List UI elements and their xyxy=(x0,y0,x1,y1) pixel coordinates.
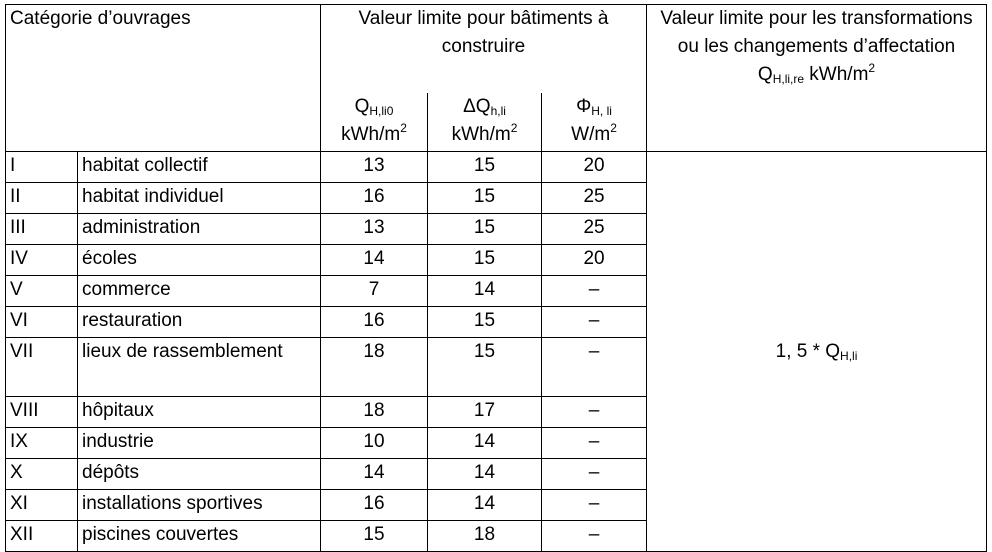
q-value: 14 xyxy=(321,459,428,490)
col-dq-sub: h,li xyxy=(490,104,506,118)
phi-value: – xyxy=(542,307,647,338)
col-phi-sub: H, li xyxy=(591,104,612,118)
renovation-header-symbol: Q xyxy=(757,64,773,85)
q-value: 18 xyxy=(321,397,428,428)
new-build-header-label: Valeur limite pour bâtiments à construire xyxy=(358,8,609,57)
col-dq-symbol: ΔQ xyxy=(463,96,491,117)
q-value: 13 xyxy=(321,214,428,245)
dq-value: 15 xyxy=(428,307,542,338)
col-phi-header xyxy=(542,93,647,152)
col-phi-exp: 2 xyxy=(610,121,617,135)
q-value: 16 xyxy=(321,307,428,338)
col-dq-exp: 2 xyxy=(510,121,518,135)
phi-value: – xyxy=(542,338,647,397)
q-value: 16 xyxy=(321,490,428,521)
q-value: 16 xyxy=(321,183,428,214)
col-phi-unit: W/m xyxy=(571,124,611,145)
dq-value: 15 xyxy=(428,152,542,183)
phi-value: – xyxy=(542,276,647,307)
limit-values-table xyxy=(5,4,987,552)
q-value: 14 xyxy=(321,245,428,276)
category-number: XII xyxy=(6,521,78,552)
category-name: industrie xyxy=(78,428,321,459)
phi-value: – xyxy=(542,397,647,428)
category-name: commerce xyxy=(78,276,321,307)
phi-value: 20 xyxy=(542,152,647,183)
col-dq-header xyxy=(428,93,542,152)
category-number: VIII xyxy=(6,397,78,428)
phi-value: – xyxy=(542,428,647,459)
dq-value: 15 xyxy=(428,214,542,245)
category-name: hôpitaux xyxy=(78,397,321,428)
q-value: 18 xyxy=(321,338,428,397)
q-value: 15 xyxy=(321,521,428,552)
dq-value: 15 xyxy=(428,245,542,276)
phi-value: – xyxy=(542,521,647,552)
renovation-header xyxy=(647,5,987,152)
dq-value: 15 xyxy=(428,338,542,397)
renovation-value-cell xyxy=(647,152,987,552)
col-dq-unit: kWh/m xyxy=(451,124,511,145)
col-phi-symbol: Φ xyxy=(576,96,592,117)
col-q-symbol: Q xyxy=(354,96,370,117)
dq-value: 14 xyxy=(428,276,542,307)
renovation-value-sub: H,li xyxy=(840,348,858,363)
category-number: X xyxy=(6,459,78,490)
category-name: habitat collectif xyxy=(78,152,321,183)
dq-value: 18 xyxy=(428,521,542,552)
category-name: administration xyxy=(78,214,321,245)
col-q-unit: kWh/m xyxy=(341,124,401,145)
category-name: habitat individuel xyxy=(78,183,321,214)
category-number: VI xyxy=(6,307,78,338)
phi-value: 20 xyxy=(542,245,647,276)
col-q-header xyxy=(321,93,428,152)
renovation-value-prefix: 1, 5 * Q xyxy=(775,340,841,362)
category-name: lieux de rassemblement xyxy=(78,338,321,397)
dq-value: 15 xyxy=(428,183,542,214)
dq-value: 14 xyxy=(428,428,542,459)
category-number: IV xyxy=(6,245,78,276)
category-name: dépôts xyxy=(78,459,321,490)
category-number: IX xyxy=(6,428,78,459)
renovation-header-unit-exp: 2 xyxy=(868,61,876,75)
new-build-header xyxy=(321,5,647,94)
header-row-top xyxy=(6,5,987,94)
category-number: II xyxy=(6,183,78,214)
category-number: VII xyxy=(6,338,78,397)
table-row xyxy=(6,152,987,183)
category-number: XI xyxy=(6,490,78,521)
phi-value: 25 xyxy=(542,214,647,245)
category-header-label: Catégorie d’ouvrages xyxy=(10,8,191,29)
category-number: III xyxy=(6,214,78,245)
category-header xyxy=(6,5,321,152)
phi-value: – xyxy=(542,490,647,521)
q-value: 7 xyxy=(321,276,428,307)
category-name: installations sportives xyxy=(78,490,321,521)
phi-value: 25 xyxy=(542,183,647,214)
dq-value: 14 xyxy=(428,459,542,490)
col-q-exp: 2 xyxy=(400,121,407,135)
dq-value: 17 xyxy=(428,397,542,428)
renovation-header-unit: kWh/m xyxy=(804,64,869,85)
renovation-header-label: Valeur limite pour les transformations ou les changements d’affectation xyxy=(660,8,973,57)
category-number: I xyxy=(6,152,78,183)
q-value: 10 xyxy=(321,428,428,459)
q-value: 13 xyxy=(321,152,428,183)
renovation-header-sub: H,li,re xyxy=(772,72,805,86)
phi-value: – xyxy=(542,459,647,490)
dq-value: 14 xyxy=(428,490,542,521)
col-q-sub: H,li0 xyxy=(369,104,394,118)
category-name: restauration xyxy=(78,307,321,338)
category-name: écoles xyxy=(78,245,321,276)
category-name: piscines couvertes xyxy=(78,521,321,552)
category-number: V xyxy=(6,276,78,307)
